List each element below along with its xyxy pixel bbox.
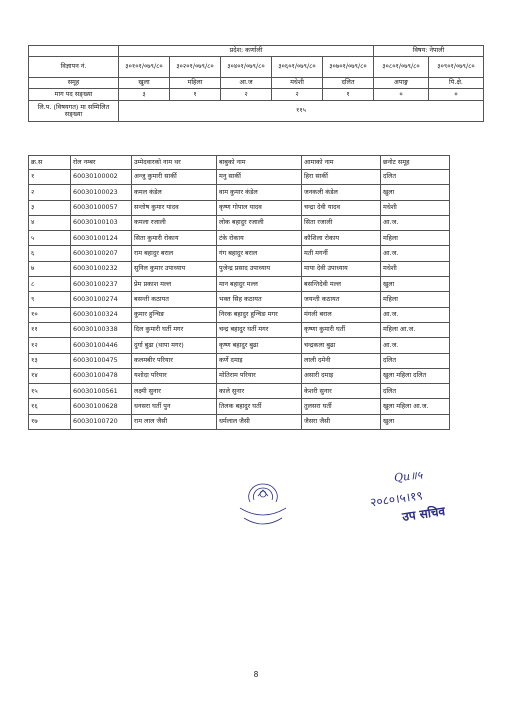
office-seal <box>232 478 294 536</box>
table-row <box>29 277 450 292</box>
roll-number: 60030100720 <box>71 414 132 429</box>
candidate-name: प्रेम प्रकाश मल्ल <box>132 277 217 292</box>
mother-name: लाली दमेनी <box>302 353 381 368</box>
table-row <box>29 384 450 399</box>
serial-number: ५ <box>29 231 71 246</box>
roll-number: 60030100232 <box>71 261 132 276</box>
selection-group: खुला महिला आ.ज. <box>381 399 450 414</box>
serial-number: ३ <box>29 200 71 215</box>
table-row <box>29 368 450 383</box>
candidate-name: दिल कुमारी घर्ती मगर <box>132 322 217 337</box>
roll-number: 60030100475 <box>71 353 132 368</box>
candidate-name: कमला रजाली <box>132 215 217 230</box>
signature-date: २०८०।५।१९ <box>369 488 424 510</box>
serial-number: २ <box>29 185 71 200</box>
selection-group: आ.ज. <box>381 246 450 261</box>
column-header: बाबुको नाम <box>217 156 302 170</box>
father-name: मोतिराम परियार <box>217 368 302 383</box>
candidate-name: लक्ष्मी सुनार <box>132 384 217 399</box>
serial-number: १३ <box>29 353 71 368</box>
group-label: समूह <box>29 78 119 89</box>
table-row <box>29 170 450 185</box>
serial-number: ९ <box>29 292 71 307</box>
selection-group: आ.ज. <box>381 215 450 230</box>
candidate-name: सिता कुमारी रोकाय <box>132 231 217 246</box>
serial-number: ८ <box>29 277 71 292</box>
advert-number: ३०२०१/०७९/८० <box>170 57 221 78</box>
mother-name: बसन्तिदेवी मल्ल <box>302 277 381 292</box>
vacancy-summary-table <box>28 45 484 122</box>
table-row <box>29 338 450 353</box>
column-header: उम्मेदवारको नाम थर <box>132 156 217 170</box>
candidate-name: बसन्ती कठायत <box>132 292 217 307</box>
roll-number: 60030100628 <box>71 399 132 414</box>
blank-cell <box>29 46 119 57</box>
father-name: चन्द्र बहादुर घर्ती मगर <box>217 322 302 337</box>
advert-number: ३०७०१/०७९/८० <box>323 57 374 78</box>
candidate-name: कुमार हुन्चिङ <box>132 307 217 322</box>
mother-name: चन्द्रा देवी यादव <box>302 200 381 215</box>
province-label: प्रदेश: कर्णाली <box>119 46 374 57</box>
mother-name: माया देवी उपाध्याय <box>302 261 381 276</box>
candidate-name: दुर्गा बुढा (थापा मगर) <box>132 338 217 353</box>
candidate-name: सन्तोष कुमार यादव <box>132 200 217 215</box>
roll-number: 60030100446 <box>71 338 132 353</box>
father-name: गंग बहादुर बराल <box>217 246 302 261</box>
selection-group: महिला <box>381 231 450 246</box>
seat-count: २ <box>272 89 323 101</box>
advert-number: ३०६०१/०७९/८० <box>272 57 323 78</box>
mother-name: मती मगर्नी <box>302 246 381 261</box>
selection-group: खुला महिला दलित <box>381 368 450 383</box>
table-row <box>29 185 450 200</box>
page-number: 8 <box>253 670 259 679</box>
table-row <box>29 353 450 368</box>
father-name: लोक बहादुर रजाली <box>217 215 302 230</box>
roll-number: 60030100023 <box>71 185 132 200</box>
group-name: खुला <box>119 78 170 89</box>
candidate-name: यशोदा परियार <box>132 368 217 383</box>
serial-number: ११ <box>29 322 71 337</box>
father-name: टंके रोकाय <box>217 231 302 246</box>
father-name: मनु सार्की <box>217 170 302 185</box>
group-name: दलित <box>323 78 374 89</box>
selection-group: खुला <box>381 277 450 292</box>
column-header: आमाको नाम <box>302 156 381 170</box>
advert-number: ३०१०१/०७९/८० <box>119 57 170 78</box>
candidate-name: राम बहादुर बराल <box>132 246 217 261</box>
selection-group: महिला <box>381 292 450 307</box>
selection-group: खुला <box>381 185 450 200</box>
group-name: आ.ज <box>221 78 272 89</box>
mother-name: जैसरा जैसी <box>302 414 381 429</box>
mother-name: मंगली बराल <box>302 307 381 322</box>
candidate-name: धनसरा घर्ती पुन <box>132 399 217 414</box>
candidate-name: राम लाल जैसी <box>132 414 217 429</box>
group-name: पि.क्षे. <box>429 78 484 89</box>
father-name: कृष्ण गोपाल यादव <box>217 200 302 215</box>
seat-count: ० <box>374 89 429 101</box>
selection-group: महिला आ.ज. <box>381 322 450 337</box>
written-exam-count: ११५ <box>119 101 484 122</box>
advert-label: विज्ञापन नं. <box>29 57 119 78</box>
serial-number: १५ <box>29 384 71 399</box>
selection-group: मधेशी <box>381 261 450 276</box>
father-name: धर्मलाल जैसी <box>217 414 302 429</box>
advert-number: ३०८०१/०७९/८० <box>374 57 429 78</box>
roll-number: 60030100324 <box>71 307 132 322</box>
table-row <box>29 322 450 337</box>
seat-count: १ <box>170 89 221 101</box>
serial-number: ७ <box>29 261 71 276</box>
father-name: तिलक बहादुर घर्ती <box>217 399 302 414</box>
table-header-row <box>29 156 450 170</box>
selection-group: खुला <box>381 414 450 429</box>
candidate-list-table <box>28 155 450 430</box>
serial-number: ४ <box>29 215 71 230</box>
serial-number: १४ <box>29 368 71 383</box>
serial-number: १० <box>29 307 71 322</box>
seat-count: २ <box>221 89 272 101</box>
roll-number: 60030100274 <box>71 292 132 307</box>
serial-number: १ <box>29 170 71 185</box>
roll-number: 60030100124 <box>71 231 132 246</box>
father-name: पुजेन्द्र प्रसाद उपाध्याय <box>217 261 302 276</box>
signature: Qu॥५ <box>393 468 424 485</box>
roll-number: 60030100237 <box>71 277 132 292</box>
selection-group: आ.ज. <box>381 307 450 322</box>
seat-count: १ <box>323 89 374 101</box>
mother-name: कृष्णा कुमारी घर्ती <box>302 322 381 337</box>
selection-group: आ.ज. <box>381 338 450 353</box>
candidate-name: सुनिल कुमार उपाध्याय <box>132 261 217 276</box>
advert-number: ३०४०१/०७९/८० <box>221 57 272 78</box>
father-name: भक्त सिह कठायत <box>217 292 302 307</box>
written-exam-label: लि.प. (विषयगत) मा सम्मिलित सङ्ख्या <box>29 101 119 122</box>
roll-number: 60030100478 <box>71 368 132 383</box>
subject-label: विषय: नेपाली <box>374 46 484 57</box>
serial-number: १२ <box>29 338 71 353</box>
table-row <box>29 215 450 230</box>
mother-name: जयन्ती कठायत <box>302 292 381 307</box>
group-name: अपाङ्ग <box>374 78 429 89</box>
group-name: मधेशी <box>272 78 323 89</box>
roll-number: 60030100207 <box>71 246 132 261</box>
father-name: मान बहादुर मल्ल <box>217 277 302 292</box>
candidate-rows <box>29 170 450 430</box>
roll-number: 60030100103 <box>71 215 132 230</box>
mother-name: तुलसरा घर्ती <box>302 399 381 414</box>
roll-number: 60030100561 <box>71 384 132 399</box>
table-row <box>29 414 450 429</box>
selection-group: दलित <box>381 353 450 368</box>
column-header: रोल नम्बर <box>71 156 132 170</box>
roll-number: 60030100057 <box>71 200 132 215</box>
selection-group: दलित <box>381 170 450 185</box>
seats-label: माग पद सङ्ख्या <box>29 89 119 101</box>
table-row <box>29 292 450 307</box>
seat-count: ० <box>429 89 484 101</box>
serial-number: ६ <box>29 246 71 261</box>
mother-name: हिरा सार्की <box>302 170 381 185</box>
table-row <box>29 246 450 261</box>
father-name: कृष्ण बहादुर बुढा <box>217 338 302 353</box>
group-name: महिला <box>170 78 221 89</box>
mother-name: केशरी सुनार <box>302 384 381 399</box>
table-row <box>29 231 450 246</box>
signatory-title: उप सचिव <box>401 504 446 524</box>
mother-name: सिता रजाली <box>302 215 381 230</box>
mother-name: असारी दमाइ <box>302 368 381 383</box>
candidate-name: कलमबीर परियार <box>132 353 217 368</box>
advert-number: ३०९०१/०७९/८० <box>429 57 484 78</box>
selection-group: मधेशी <box>381 200 450 215</box>
roll-number: 60030100338 <box>71 322 132 337</box>
mother-name: जनकली कंडेल <box>302 185 381 200</box>
table-row <box>29 399 450 414</box>
father-name: काले सुनार <box>217 384 302 399</box>
mother-name: कौशिला रोकाय <box>302 231 381 246</box>
father-name: निरक बहादुर हुन्चिङ मगर <box>217 307 302 322</box>
serial-number: १७ <box>29 414 71 429</box>
table-row <box>29 261 450 276</box>
candidate-name: अन्जु कुमारी सार्की <box>132 170 217 185</box>
serial-number: १६ <box>29 399 71 414</box>
roll-number: 60030100002 <box>71 170 132 185</box>
column-header: क्र.स <box>29 156 71 170</box>
father-name: कर्णे दमाइ <box>217 353 302 368</box>
selection-group: दलित <box>381 384 450 399</box>
column-header: छनोट समूह <box>381 156 450 170</box>
father-name: वाम कुमार कंडेल <box>217 185 302 200</box>
candidate-name: कमल कंडेल <box>132 185 217 200</box>
mother-name: चन्द्रकला बुढा <box>302 338 381 353</box>
table-row <box>29 307 450 322</box>
seat-count: ३ <box>119 89 170 101</box>
table-row <box>29 200 450 215</box>
